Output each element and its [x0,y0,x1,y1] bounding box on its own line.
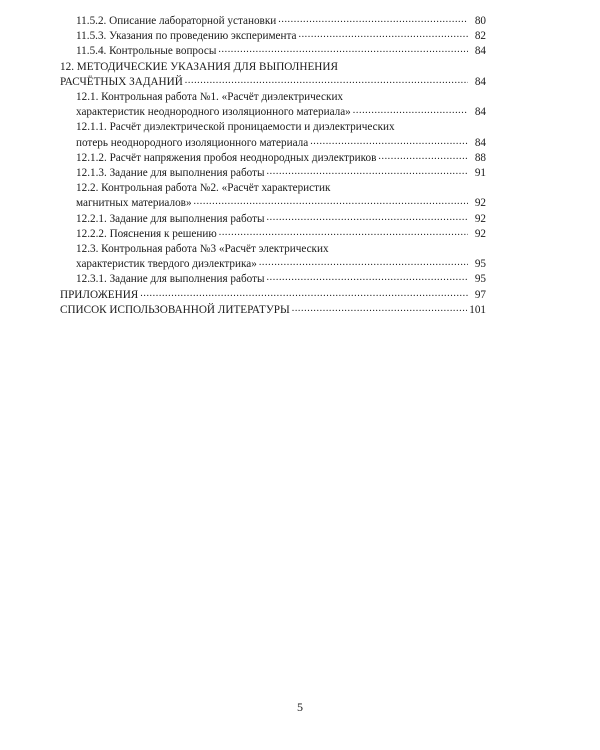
toc-page-number: 95 [474,258,486,271]
toc-entry-title-line: 12.1.3. Задание для выполнения работы [76,167,265,180]
toc-page-number: 84 [474,75,486,88]
toc-entry[interactable] [60,242,486,272]
toc-entry-title-line: 12.1.1. Расчёт диэлектрической проницаемости и диэлектрических [76,121,395,134]
toc-page-number: 84 [474,136,486,149]
toc-entry-title-line: ПРИЛОЖЕНИЯ [60,288,139,301]
toc-entry[interactable] [60,60,486,90]
toc-entry-title-line: 12.3. Контрольная работа №3 «Расчёт электрических [76,243,329,256]
dot-leader [378,151,468,166]
toc-page-number: 92 [474,227,486,240]
toc-page-number: 82 [474,30,486,43]
toc-page-number: 101 [469,303,486,316]
toc-page-number: 84 [474,106,486,119]
toc-entry[interactable] [60,14,486,29]
toc-entry-title-line: 11.5.3. Указания по проведению эксперимента [76,30,297,43]
toc-entry-title-line: 12.2.1. Задание для выполнения работы [76,212,265,225]
toc-entry-title-line: потерь неоднородного изоляционного материала [76,136,309,149]
toc-entry-title-line: 11.5.2. Описание лабораторной установки [76,15,277,27]
toc-page-number: 84 [474,45,486,58]
toc-entry-title-line: СПИСОК ИСПОЛЬЗОВАННОЙ ЛИТЕРАТУРЫ [60,303,290,316]
toc-page-number: 92 [474,197,486,210]
dot-leader [219,227,468,242]
dot-leader [267,166,468,181]
toc-entry[interactable] [60,303,486,318]
toc-entry-title-line: 12.1. Контрольная работа №1. «Расчёт диэлектрических [76,91,344,104]
dot-leader [353,105,468,120]
toc-entry-title-line: 12.2. Контрольная работа №2. «Расчёт характеристик [76,182,331,195]
toc-entry[interactable] [60,120,486,150]
dot-leader [194,196,468,211]
toc-entry[interactable] [60,227,486,242]
toc-entry-title-line: 12.3.1. Задание для выполнения работы [76,273,265,286]
toc-entry-title-line: характеристик твердого диэлектрика» [76,258,257,271]
dot-leader [278,14,468,29]
table-of-contents [60,14,486,318]
dot-leader [267,212,468,227]
dot-leader [218,44,468,59]
toc-page-number: 91 [474,167,486,180]
toc-entry[interactable] [60,212,486,227]
toc-entry[interactable] [60,44,486,59]
toc-entry[interactable] [60,166,486,181]
dot-leader [298,29,468,44]
toc-page-number: 80 [474,15,486,27]
toc-entry[interactable] [60,151,486,166]
dot-leader [140,288,468,303]
toc-entry[interactable] [60,288,486,303]
toc-page-number: 95 [474,273,486,286]
dot-leader [267,272,468,287]
toc-entry-title-line: 12. МЕТОДИЧЕСКИЕ УКАЗАНИЯ ДЛЯ ВЫПОЛНЕНИЯ [60,60,338,73]
toc-entry-title-line: 12.2.2. Пояснения к решению [76,227,217,240]
toc-entry[interactable] [60,272,486,287]
toc-entry-title-line: 12.1.2. Расчёт напряжения пробоя неоднородных диэлектриков [76,151,377,164]
toc-entry-title-line: характеристик неоднородного изоляционного материала» [76,106,351,119]
dot-leader [185,75,468,90]
page-number: 5 [297,700,303,714]
toc-entry-title-line: РАСЧЁТНЫХ ЗАДАНИЙ [60,75,183,88]
toc-page-number: 88 [474,151,486,164]
toc-entry-title-line: 11.5.4. Контрольные вопросы [76,45,217,58]
dot-leader [292,303,467,318]
toc-page-number: 92 [474,212,486,225]
toc-entry[interactable] [60,181,486,211]
toc-entry[interactable] [60,29,486,44]
toc-page-number: 97 [474,288,486,301]
dot-leader [310,136,468,151]
dot-leader [259,257,468,272]
toc-entry-title-line: магнитных материалов» [76,197,192,210]
toc-entry[interactable] [60,90,486,120]
